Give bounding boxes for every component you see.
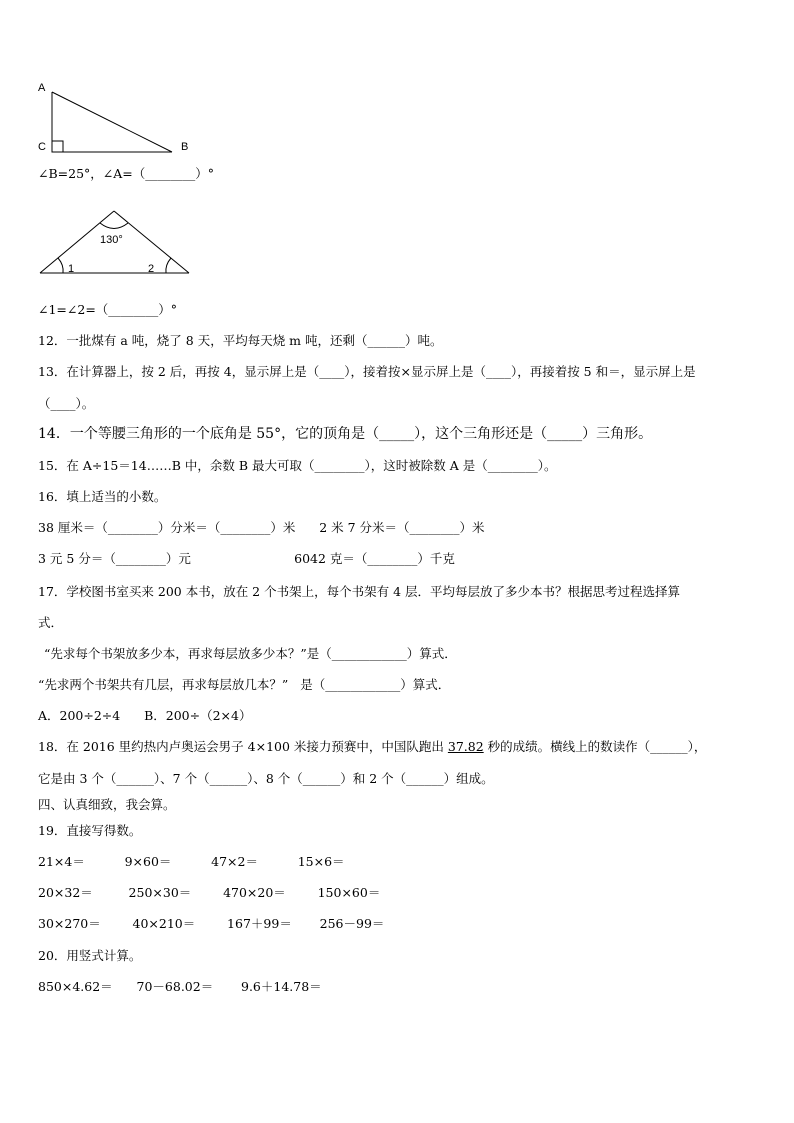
angle-2-arc [166, 258, 171, 273]
vertex-label-b: B [181, 141, 189, 153]
question-19-row3: 30×270＝ 40×210＝ 167＋99＝ 256－99＝ [38, 916, 385, 931]
angle-2-label: 2 [148, 263, 155, 275]
triangle-side-ab [52, 92, 172, 152]
question-16-row2: 3 元 5 分＝（________）元 6042 克＝（________）千克 [38, 551, 455, 566]
question-17-option-quote1: “先求每个书架放多少本，再求每层放多少本？”是（____________）算式． [44, 646, 457, 661]
question-20-row: 850×4.62＝ 70－68.02＝ 9.6＋14.78＝ [38, 979, 322, 994]
q18-text-before: 18．在 2016 里约热内卢奥运会男子 4×100 米接力预赛中，中国队跑出 [38, 739, 448, 754]
question-19: 19．直接写得数。 [38, 823, 142, 838]
question-16-row1: 38 厘米＝（________）分米＝（________）米 2 米 7 分米＝（________）米 [38, 520, 485, 535]
angle-1-arc [58, 258, 63, 273]
question-19-row1: 21×4＝ 9×60＝ 47×2＝ 15×6＝ [38, 854, 345, 869]
angle-130-label: 130° [100, 234, 123, 246]
question-17-line2: 式． [38, 615, 64, 630]
question-angle-a: ∠B=25°，∠A=（________）° [38, 166, 215, 181]
question-17-option-quote2: “先求两个书架共有几层，再求每层放几本？” 是（____________）算式． [38, 677, 451, 692]
top-angle-arc [100, 223, 128, 229]
section-4-heading: 四、认真细致，我会算。 [38, 797, 176, 812]
question-12: 12．一批煤有 a 吨，烧了 8 天，平均每天烧 m 吨，还剩（______）吨。 [38, 333, 443, 348]
question-18-line1 [38, 739, 706, 755]
question-18-line2: 它是由 3 个（______）、7 个（______）、8 个（______）和 2 个（______）组成。 [38, 771, 494, 786]
q18-text-after: 秒的成绩。横线上的数读作（______）， [483, 739, 707, 754]
right-angle-mark [52, 141, 63, 152]
question-angle-1-2: ∠1=∠2=（________）° [38, 302, 178, 317]
angle-1-label: 1 [68, 263, 75, 275]
question-13-line2: （____）。 [38, 396, 95, 411]
question-19-row2: 20×32＝ 250×30＝ 470×20＝ 150×60＝ [38, 885, 381, 900]
isosceles-triangle-figure [36, 208, 196, 278]
question-15: 15．在 A÷15＝14……B 中，余数 B 最大可取（________），这时被除数 A 是（________）。 [38, 458, 557, 473]
question-16: 16．填上适当的小数。 [38, 489, 167, 504]
vertex-label-a: A [38, 82, 46, 94]
question-20: 20．用竖式计算。 [38, 948, 142, 963]
vertex-label-c: C [38, 141, 46, 153]
question-13-line1: 13．在计算器上，按 2 后，再按 4，显示屏上是（____），接着按×显示屏上是（____），再接着按 5 和＝，显示屏上是 [38, 364, 696, 379]
question-17-choices: A．200÷2÷4 B．200÷（2×4） [38, 708, 252, 723]
right-triangle-figure [30, 78, 200, 160]
underlined-number: 37.82 [447, 739, 484, 754]
question-14: 14．一个等腰三角形的一个底角是 55°，它的顶角是（_____），这个三角形还是（_____）三角形。 [38, 426, 653, 442]
question-17-line1: 17．学校图书室买来 200 本书，放在 2 个书架上，每个书架有 4 层．平均每层放了多少本书？根据思考过程选择算 [38, 584, 681, 599]
